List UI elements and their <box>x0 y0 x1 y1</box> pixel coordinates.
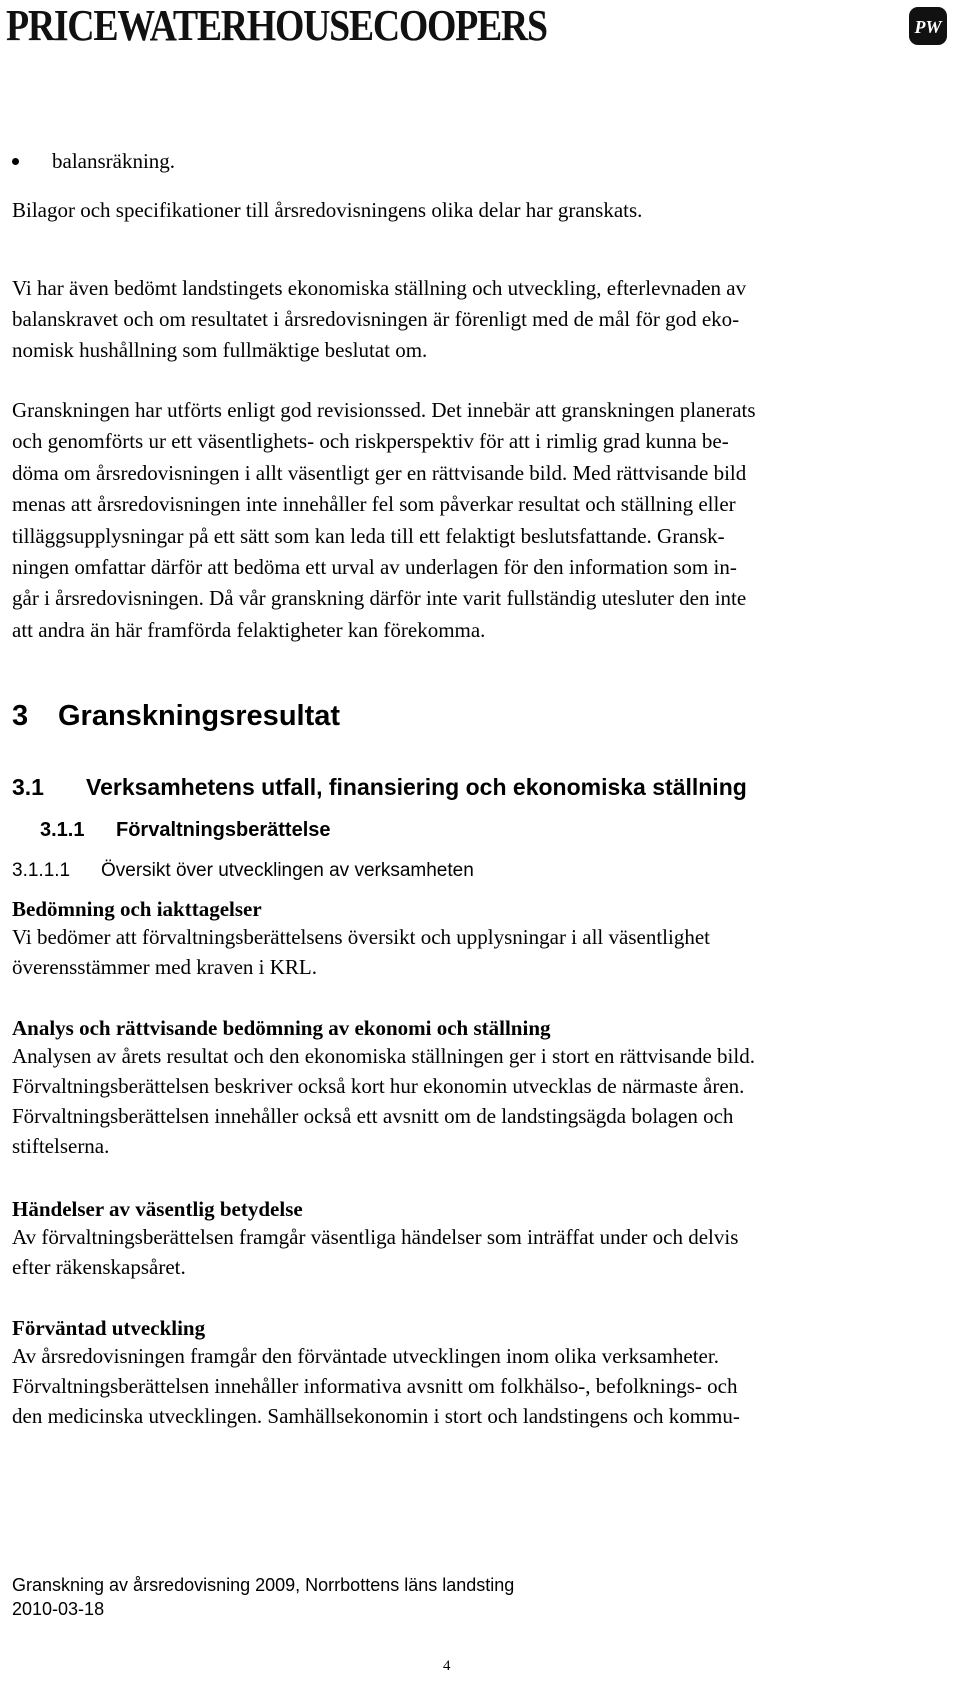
footer <box>12 1573 948 1621</box>
paragraph-line: Av årsredovisningen framgår den förväntade utvecklingen inom olika verksamheter. <box>12 1344 719 1368</box>
heading-text: Översikt över utvecklingen av verksamheten <box>101 860 474 881</box>
section-expected-development <box>12 1315 948 1431</box>
paragraph-line: Förvaltningsberättelsen innehåller informativa avsnitt om folkhälso-, befolknings- och <box>12 1374 738 1398</box>
paragraph-line: att andra än här framförda felaktigheter kan förekomma. <box>12 617 486 642</box>
heading-level-1 <box>12 699 948 733</box>
paragraph-1 <box>12 195 948 226</box>
footer-date: 2010-03-18 <box>12 1599 105 1619</box>
paragraph-line: balanskravet och om resultatet i årsredovisningen är förenligt med de mål för god eko- <box>12 307 740 331</box>
paragraph-line: överensstämmer med kraven i KRL. <box>12 955 317 979</box>
paragraph-line: Granskningen har utförts enligt god revisionssed. Det innebär att granskningen planerats <box>12 398 756 422</box>
paragraph-line: menas att årsredovisningen inte innehåller fel som påverkar resultat och ställning eller <box>12 492 736 517</box>
page-number: 4 <box>443 1658 451 1674</box>
header <box>0 0 960 52</box>
heading-text: Förvaltningsberättelse <box>116 819 331 841</box>
heading-level-3 <box>40 817 948 843</box>
paragraph-line: ningen omfattar därför att bedöma ett urval av underlagen för den information som in- <box>12 555 737 580</box>
paragraph-line: Förvaltningsberättelsen innehåller också ett avsnitt om de landstingsägda bolagen och <box>12 1104 734 1128</box>
paragraph-line: Vi har även bedömt landstingets ekonomiska ställning och utveckling, efterlevnaden av <box>12 276 747 300</box>
section-title: Händelser av väsentlig betydelse <box>12 1197 303 1221</box>
section-title: Bedömning och iakttagelser <box>12 897 262 921</box>
footer-document-title: Granskning av årsredovisning 2009, Norrbottens läns landsting <box>12 1575 515 1595</box>
paragraph-line: och genomförts ur ett väsentlighets- och riskperspektiv för att i rimlig grad kunna be- <box>12 429 729 454</box>
paragraph-2 <box>12 273 948 366</box>
paragraph-line: döma om årsredovisningen i allt väsentligt ger en rättvisande bild. Med rättvisande bild <box>12 460 747 485</box>
section-analysis <box>12 1015 948 1161</box>
heading-number: 3 <box>12 700 29 732</box>
heading-level-2 <box>12 773 948 801</box>
paragraph-line: Bilagor och specifikationer till årsredovisningens olika delar har granskats. <box>12 198 643 222</box>
paragraph-line: nomisk hushållning som fullmäktige beslutat om. <box>12 338 428 362</box>
paragraph-3 <box>12 395 948 646</box>
section-significant-events <box>12 1196 948 1282</box>
paragraph-line: tilläggsupplysningar på ett sätt som kan leda till ett felaktigt beslutsfattande. Gransk- <box>12 523 725 548</box>
logo-mark-letters: PW <box>914 17 942 37</box>
heading-number: 3.1.1 <box>40 819 85 841</box>
heading-number: 3.1.1.1 <box>12 860 71 881</box>
bullet-text: balansräkning. <box>52 149 176 173</box>
bullet-dot-icon <box>12 158 19 165</box>
paragraph-line: Vi bedömer att förvaltningsberättelsens översikt och upplysningar i all väsentlighet <box>12 925 710 949</box>
paragraph-line: Av förvaltningsberättelsen framgår väsentliga händelser som inträffat under och delvis <box>12 1225 739 1249</box>
heading-text: Granskningsresultat <box>58 700 341 732</box>
paragraph-line: stiftelserna. <box>12 1134 110 1158</box>
paragraph-line: den medicinska utvecklingen. Samhällsekonomin i stort och landstingens och kommu- <box>12 1404 740 1428</box>
section-title: Analys och rättvisande bedömning av ekonomi och ställning <box>12 1016 551 1040</box>
paragraph-line: går i årsredovisningen. Då vår granskning därför inte varit fullständig utesluter den inte <box>12 586 747 611</box>
section-title: Förväntad utveckling <box>12 1316 206 1340</box>
company-logo-mark-icon <box>908 6 948 46</box>
heading-text: Verksamhetens utfall, finansiering och ekonomiska ställning <box>86 774 747 800</box>
paragraph-line: Förvaltningsberättelsen beskriver också kort hur ekonomin utvecklas de närmaste åren. <box>12 1074 745 1098</box>
heading-number: 3.1 <box>12 774 44 800</box>
heading-level-4 <box>12 859 948 883</box>
section-assessment <box>12 896 948 982</box>
paragraph-line: Analysen av årets resultat och den ekonomiska ställningen ger i stort en rättvisande bild. <box>12 1044 755 1068</box>
company-logo-text: PRICEWATERHOUSECOOPERS <box>6 1 547 50</box>
paragraph-line: efter räkenskapsåret. <box>12 1255 186 1279</box>
